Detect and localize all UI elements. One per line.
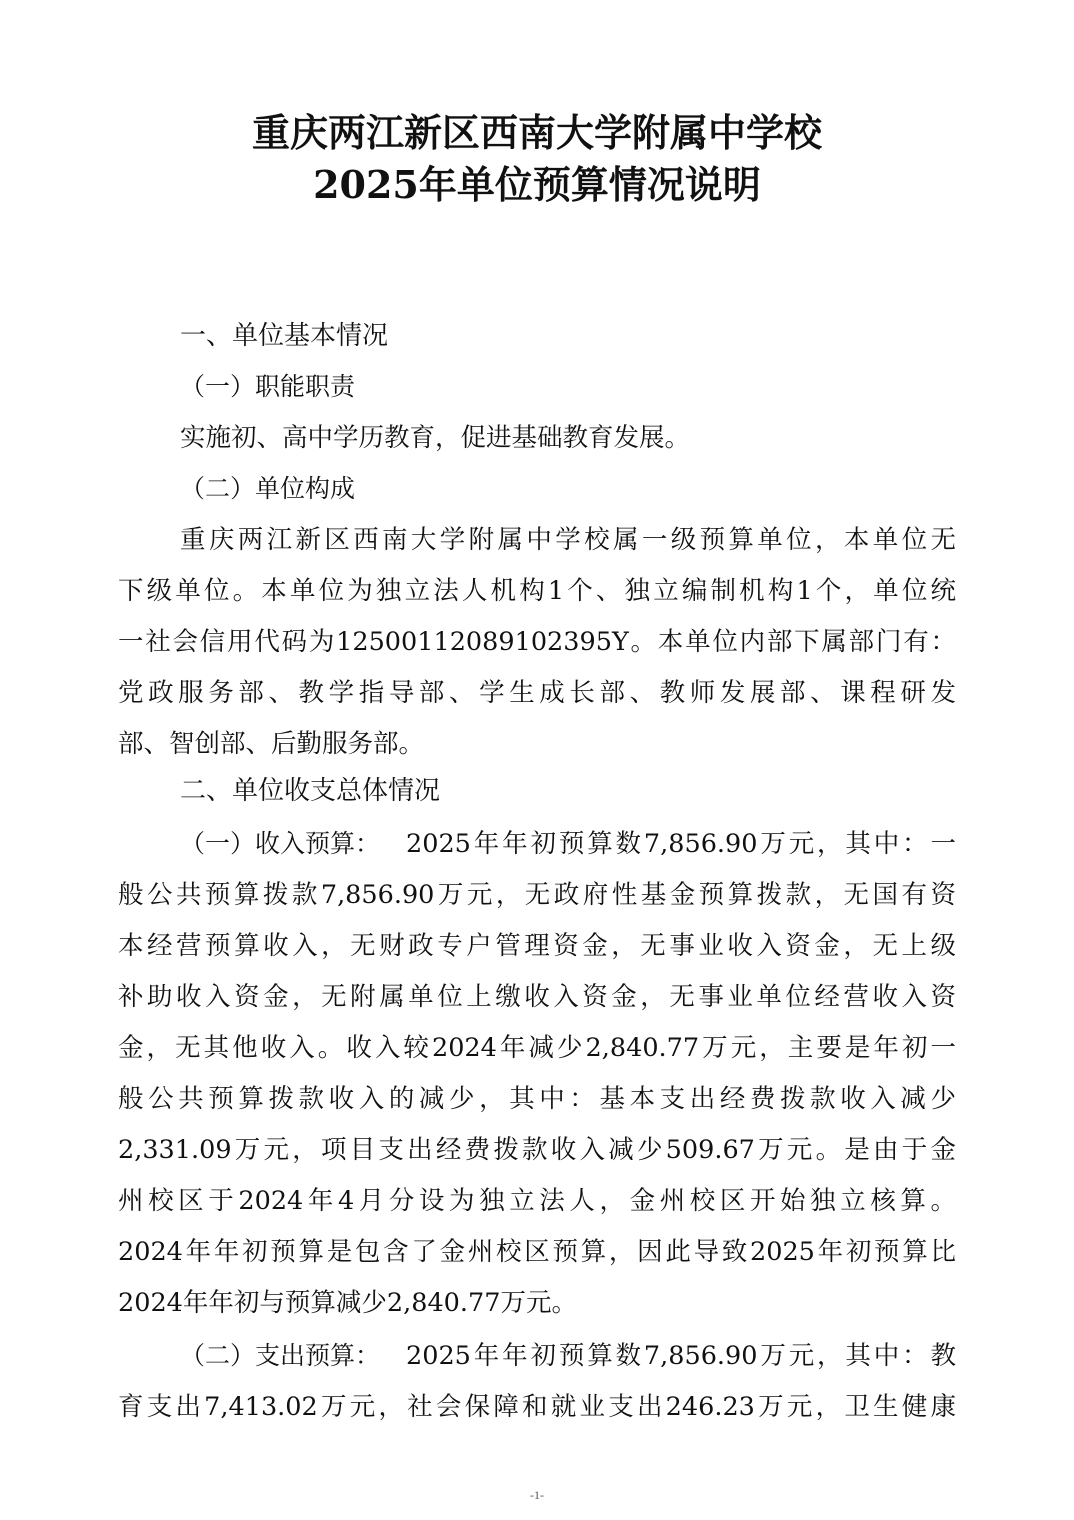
sub2-heading: （二）单位构成 xyxy=(180,474,356,503)
sub1-heading: （一）职能职责 xyxy=(180,372,356,401)
paragraph-line: 2024年年初预算是包含了金州校区预算，因此导致2025年初预算比 xyxy=(118,1237,956,1267)
paragraph-line: 般公共预算拨款收入的减少，其中：基本支出经费拨款收入减少 xyxy=(118,1084,956,1114)
paragraph-line: 育支出7,413.02万元，社会保障和就业支出246.23万元，卫生健康 xyxy=(118,1392,956,1422)
income-label: （一）收入预算： xyxy=(180,829,381,858)
paragraph-line: 金，无其他收入。收入较2024年减少2,840.77万元，主要是年初一 xyxy=(118,1033,956,1063)
paragraph-line: 补助收入资金，无附属单位上缴收入资金，无事业单位经营收入资 xyxy=(118,982,956,1012)
paragraph-line: 一社会信用代码为12500112089102395Y。本单位内部下属部门有： xyxy=(118,627,956,657)
section1-heading: 一、单位基本情况 xyxy=(180,321,389,351)
paragraph-line: 般公共预算拨款7,856.90万元，无政府性基金预算拨款，无国有资 xyxy=(118,880,956,910)
document-title-line1: 重庆两江新区西南大学附属中学校 xyxy=(251,110,822,155)
page-number: -1- xyxy=(530,1488,544,1502)
paragraph-line: 本经营预算收入，无财政专户管理资金，无事业收入资金，无上级 xyxy=(118,931,956,961)
expense-label: （二）支出预算： xyxy=(180,1341,381,1370)
document-title-line2: 2025年单位预算情况说明 xyxy=(313,162,761,207)
paragraph-line: 党政服务部、教学指导部、学生成长部、教师发展部、课程研发 xyxy=(118,678,956,708)
paragraph-line: 2024年年初与预算减少2,840.77万元。 xyxy=(118,1288,577,1318)
paragraph-line: 州校区于2024年4月分设为独立法人，金州校区开始独立核算。 xyxy=(118,1186,956,1216)
paragraph-line: 重庆两江新区西南大学附属中学校属一级预算单位，本单位无 xyxy=(180,525,956,555)
sub1-text: 实施初、高中学历教育，促进基础教育发展。 xyxy=(180,423,691,453)
paragraph-line: 部、智创部、后勤服务部。 xyxy=(118,729,425,759)
paragraph-line: 2,331.09万元，项目支出经费拨款收入减少509.67万元。是由于金 xyxy=(118,1135,956,1165)
paragraph-line: 2025年年初预算数7,856.90万元，其中：教 xyxy=(406,1341,956,1371)
section2-heading: 二、单位收支总体情况 xyxy=(180,776,441,806)
paragraph-line: 2025年年初预算数7,856.90万元，其中：一 xyxy=(406,829,956,859)
paragraph-line: 下级单位。本单位为独立法人机构1个、独立编制机构1个，单位统 xyxy=(118,576,956,606)
